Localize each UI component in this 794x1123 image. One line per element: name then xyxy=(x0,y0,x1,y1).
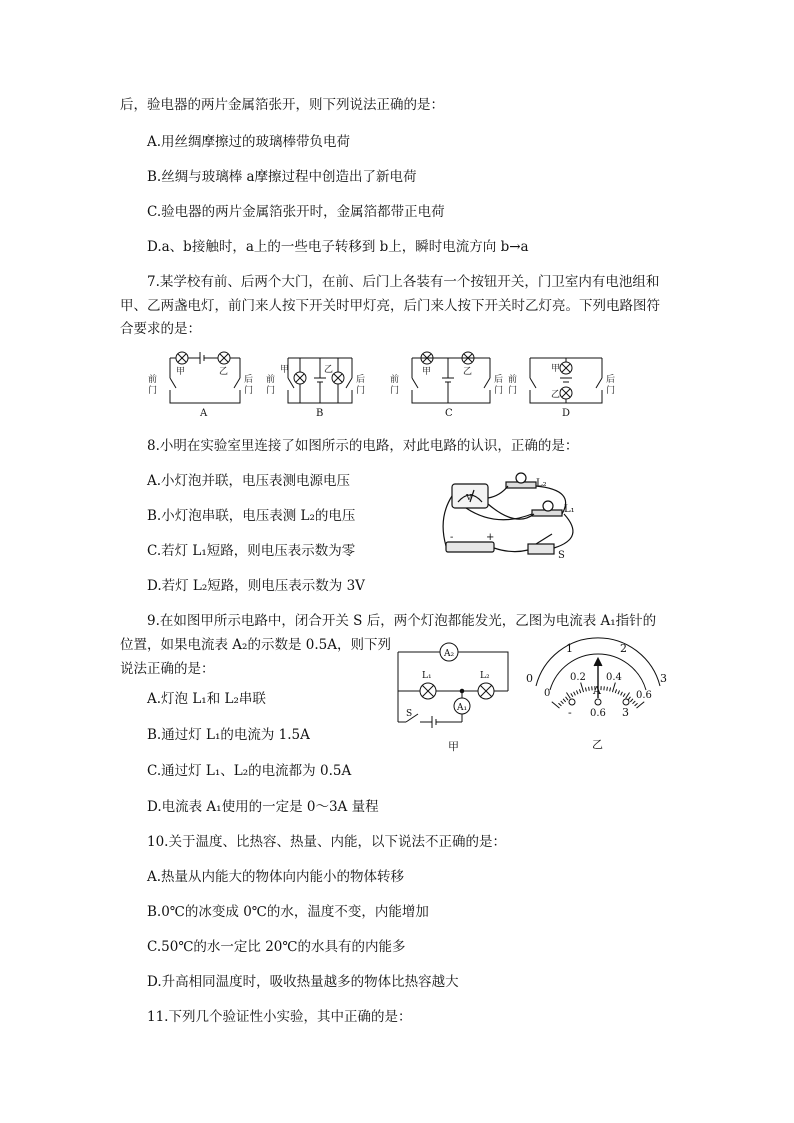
circuit-d-back-door-bot: 门 xyxy=(606,386,616,396)
q10-option-c: C.50℃的水一定比 20℃的水具有的内能多 xyxy=(147,939,406,955)
dial-tick xyxy=(589,687,590,691)
q9-option-c: C.通过灯 L₁、L₂的电流都为 0.5A xyxy=(147,763,352,779)
inner-tick-0: 0 xyxy=(544,688,551,699)
dial-tick xyxy=(607,687,608,691)
circuit-a-label: A xyxy=(200,408,208,419)
q8-option-d: D.若灯 L₂短路，则电压表示数为 3V xyxy=(147,578,365,594)
circuit-b-back-door-top: 后 xyxy=(356,375,366,385)
circuit-c-lamp-jia: 甲 xyxy=(422,367,432,377)
circuit-b-label: B xyxy=(316,408,324,419)
dial-tick xyxy=(612,683,615,693)
question-8-stem: 8.小明在实验室里连接了如图所示的电路，对此电路的认识，正确的是： xyxy=(147,438,579,454)
terminal-minus-icon xyxy=(569,699,575,705)
circuit-c-back-door-bot: 门 xyxy=(494,386,504,396)
question-7-line3: 合要求的是： xyxy=(120,321,201,337)
circuit-c xyxy=(412,352,490,403)
dial-tick xyxy=(571,693,573,696)
q8-physical-circuit-figure xyxy=(436,468,596,568)
voltmeter-label: V xyxy=(466,493,472,502)
dial-tick xyxy=(618,690,620,694)
switch-s-label: S xyxy=(406,709,413,719)
q8-option-c: C.若灯 L₁短路，则电压表示数为零 xyxy=(147,543,356,559)
dial-tick xyxy=(563,699,566,702)
circuit-d-lamp-yi: 乙 xyxy=(551,390,561,400)
dial-tick xyxy=(626,693,630,699)
battery-icon xyxy=(446,542,494,552)
circuit-d-lamp-jia: 甲 xyxy=(551,364,561,374)
circuit-b-lamp-yi: 乙 xyxy=(324,365,334,375)
question-7-line1: 7.某学校有前、后两个大门，在前、后门上各装有一个按钮开关，门卫室内有电池组和 xyxy=(147,274,660,290)
dial-tick xyxy=(635,703,638,706)
circuit-a-back-door-top: 后 xyxy=(244,375,254,385)
circuit-a xyxy=(170,352,240,403)
lamp-l1-icon xyxy=(543,501,553,511)
circuit-d-front-door-top: 前 xyxy=(508,375,518,385)
circuit-d xyxy=(530,358,602,403)
battery-minus-label: - xyxy=(450,532,454,543)
dial-unit-label: A xyxy=(593,684,601,697)
q6-option-d: D.a、b接触时，a上的一些电子转移到 b上，瞬时电流方向 b→a xyxy=(147,239,529,255)
ammeter-a2-label: A₂ xyxy=(444,649,455,659)
q6-option-c: C.验电器的两片金属箔张开时，金属箔都带正电荷 xyxy=(147,204,445,220)
lamp-l2-label: L₂ xyxy=(536,478,547,489)
circuit-b-front-door-top: 前 xyxy=(266,375,276,385)
dial-tick xyxy=(579,689,580,693)
q8-option-b: B.小灯泡串联，电压表测 L₂的电压 xyxy=(147,508,356,524)
dial-tick xyxy=(621,692,623,696)
circuit-a-front-door-bot: 门 xyxy=(148,386,158,396)
outer-tick-2: 2 xyxy=(620,642,627,655)
circuit-c-label: C xyxy=(445,408,453,419)
lamp-l1-label: L₁ xyxy=(564,504,575,515)
circuit-b-front-door-bot: 门 xyxy=(266,386,276,396)
q9-ammeter-dial-figure xyxy=(518,636,674,756)
terminal-3: 3 xyxy=(622,706,629,719)
question-10-stem: 10.关于温度、比热容、热量、内能，以下说法不正确的是： xyxy=(147,834,506,850)
inner-tick-0-6: 0.6 xyxy=(636,690,652,701)
battery-plus-label: + xyxy=(486,532,495,543)
question-9-line1: 9.在如图甲所示电路中，闭合开关 S 后，两个灯泡都能发光，乙图为电流表 A₁指针的 xyxy=(147,613,657,629)
dial-tick xyxy=(574,692,576,696)
q9-option-a: A.灯泡 L₁和 L₂串联 xyxy=(147,691,266,707)
question-11-stem: 11.下列几个验证性小实验，其中正确的是： xyxy=(147,1009,412,1025)
inner-tick-0-2: 0.2 xyxy=(570,672,586,683)
lamp-l2-icon xyxy=(516,473,526,483)
dial-tick xyxy=(566,697,568,700)
inner-tick-0-4: 0.4 xyxy=(606,672,622,683)
circuit-a-back-door-bot: 门 xyxy=(244,386,254,396)
dial-tick xyxy=(630,699,633,702)
question-9-line3: 说法正确的是： xyxy=(120,661,215,677)
q9-option-b: B.通过灯 L₁的电流为 1.5A xyxy=(147,727,310,743)
dial-tick xyxy=(558,703,561,706)
q6-option-b: B.丝绸与玻璃棒 a摩擦过程中创造出了新电荷 xyxy=(147,169,417,185)
circuit-d-front-door-bot: 门 xyxy=(508,386,518,396)
outer-tick-1: 1 xyxy=(566,642,573,655)
circuit-d-label: D xyxy=(562,408,571,419)
circuit-b-back-door-bot: 门 xyxy=(356,386,366,396)
circuit-b xyxy=(288,358,352,403)
q7-circuit-options-figure xyxy=(140,348,640,420)
terminal-0-6: 0.6 xyxy=(590,708,606,719)
circuit-a-front-door-top: 前 xyxy=(148,375,158,385)
dial-tick xyxy=(610,687,611,691)
terminal-minus: - xyxy=(568,706,572,719)
circuit-a-lamp-jia: 甲 xyxy=(176,367,186,377)
lamp-l2-label: L₂ xyxy=(480,671,490,681)
figure-jia-caption: 甲 xyxy=(448,740,459,753)
q9-option-d: D.电流表 A₁使用的一定是 0～3A 量程 xyxy=(147,799,379,815)
dial-tick xyxy=(585,687,586,691)
q10-option-b: B.0℃的冰变成 0℃的水，温度不变，内能增加 xyxy=(147,904,429,920)
circuit-c-front-door-top: 前 xyxy=(390,375,400,385)
switch-label: S xyxy=(558,550,565,561)
dial-tick xyxy=(633,701,636,704)
lamp-l1-label: L₁ xyxy=(422,671,432,681)
terminal-0-6-icon xyxy=(595,699,601,705)
question-6-stem-tail: 后，验电器的两片金属箔张开，则下列说法正确的是： xyxy=(120,97,444,113)
dial-tick xyxy=(561,701,564,704)
outer-tick-0: 0 xyxy=(526,672,533,685)
outer-tick-3: 3 xyxy=(660,672,667,685)
circuit-a-lamp-yi: 乙 xyxy=(219,367,229,377)
dial-tick xyxy=(581,683,584,693)
dial-tick xyxy=(637,702,645,708)
dial-tick xyxy=(552,702,560,708)
question-9-line2: 位置，如果电流表 A₂的示数是 0.5A，则下列 xyxy=(120,637,391,653)
figure-yi-caption: 乙 xyxy=(592,738,603,751)
q8-option-a: A.小灯泡并联，电压表测电源电压 xyxy=(147,473,351,489)
ammeter-a1-label: A₁ xyxy=(457,703,468,713)
switch-icon xyxy=(528,544,554,554)
circuit-d-back-door-top: 后 xyxy=(606,375,616,385)
circuit-c-front-door-bot: 门 xyxy=(390,386,400,396)
dial-tick xyxy=(576,690,578,694)
question-7-line2: 甲、乙两盏电灯，前门来人按下开关时甲灯亮，后门来人按下开关时乙灯亮。下列电路图符 xyxy=(120,298,660,314)
circuit-c-back-door-top: 后 xyxy=(494,375,504,385)
terminal-3-icon xyxy=(623,699,629,705)
circuit-c-lamp-yi: 乙 xyxy=(463,367,473,377)
dial-tick xyxy=(566,693,570,699)
q6-option-a: A.用丝绸摩擦过的玻璃棒带负电荷 xyxy=(147,134,351,150)
dial-tick xyxy=(615,689,616,693)
dial-tick xyxy=(623,693,625,696)
q10-option-d: D.升高相同温度时，吸收热量越多的物体比热容越大 xyxy=(147,974,459,990)
q9-circuit-jia-figure xyxy=(392,636,516,756)
circuit-b-lamp-jia: 甲 xyxy=(280,365,290,375)
q10-option-a: A.热量从内能大的物体向内能小的物体转移 xyxy=(147,869,405,885)
